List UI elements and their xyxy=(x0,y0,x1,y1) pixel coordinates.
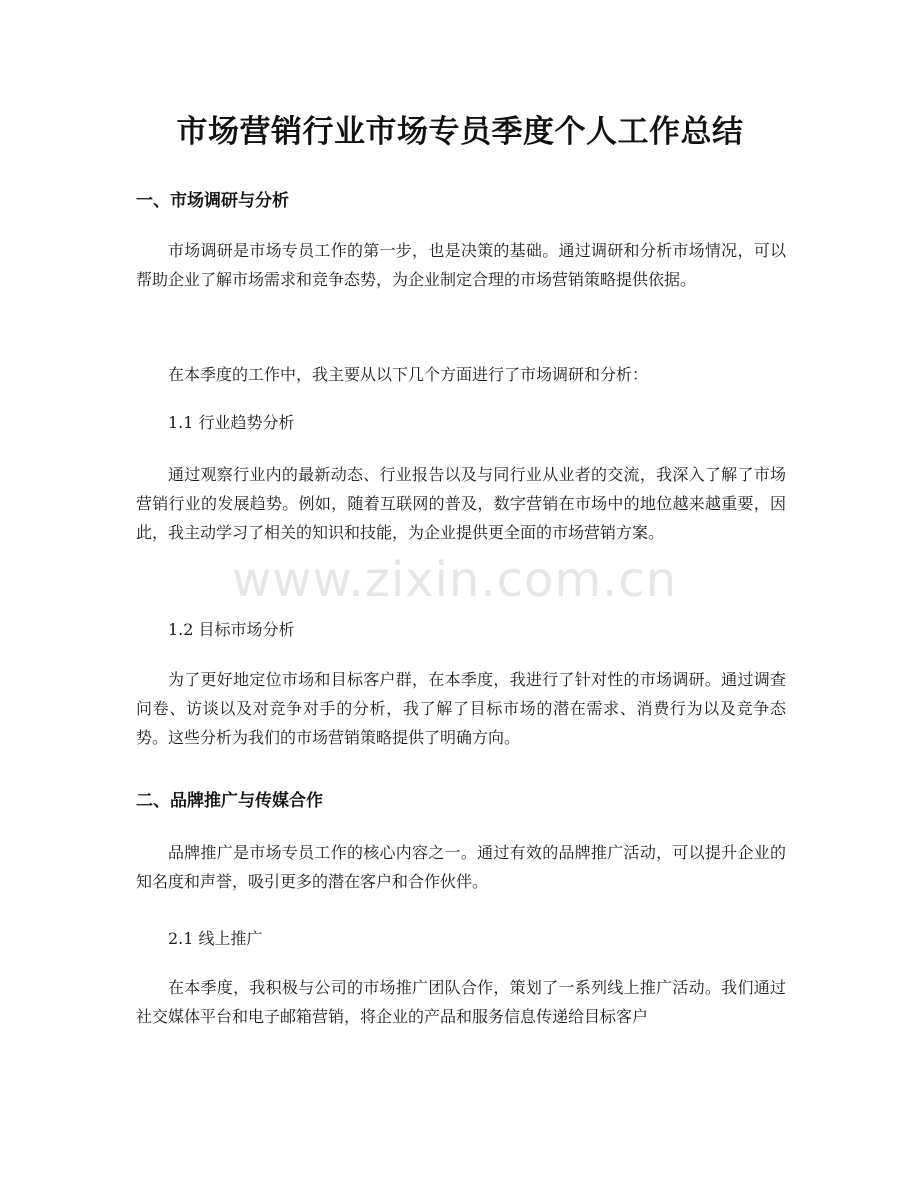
watermark-text: www.zixin.com.cn xyxy=(232,552,678,608)
subsection-heading-2-1: 2.1 线上推广 xyxy=(168,929,263,948)
subsection-2-1-paragraph: 在本季度，我积极与公司的市场推广团队合作，策划了一系列线上推广活动。我们通过社交媒体平台和电子邮箱营销，将企业的产品和服务信息传递给目标客户 xyxy=(136,978,786,1026)
section-1-paragraph-1: 市场调研是市场专员工作的第一步，也是决策的基础。通过调研和分析市场情况，可以帮助企业了解市场需求和竞争态势，为企业制定合理的市场营销策略提供依据。 xyxy=(136,241,786,289)
subsection-1-2-paragraph: 为了更好地定位市场和目标客户群，在本季度，我进行了针对性的市场调研。通过调查问卷、访谈以及对竞争对手的分析，我了解了目标市场的潜在需求、消费行为以及竞争态势。这些分析为我们的市场营销策略提供了明确方向。 xyxy=(136,670,786,747)
subsection-heading-1-1: 1.1 行业趋势分析 xyxy=(168,413,295,432)
section-1-paragraph-2: 在本季度的工作中，我主要从以下几个方面进行了市场调研和分析： xyxy=(168,365,649,384)
section-heading-1: 一、市场调研与分析 xyxy=(136,191,289,211)
subsection-heading-1-2: 1.2 目标市场分析 xyxy=(168,620,295,639)
section-heading-2: 二、品牌推广与传媒合作 xyxy=(136,791,323,811)
subsection-1-1-paragraph: 通过观察行业内的最新动态、行业报告以及与同行业从业者的交流，我深入了解了市场营销行业的发展趋势。例如，随着互联网的普及，数字营销在市场中的地位越来越重要，因此，我主动学习了相关的知识和技能，为企业提供更全面的市场营销方案。 xyxy=(136,465,786,542)
document-title: 市场营销行业市场专员季度个人工作总结 xyxy=(176,114,744,150)
section-2-paragraph-1: 品牌推广是市场专员工作的核心内容之一。通过有效的品牌推广活动，可以提升企业的知名度和声誉，吸引更多的潜在客户和合作伙伴。 xyxy=(136,843,786,891)
